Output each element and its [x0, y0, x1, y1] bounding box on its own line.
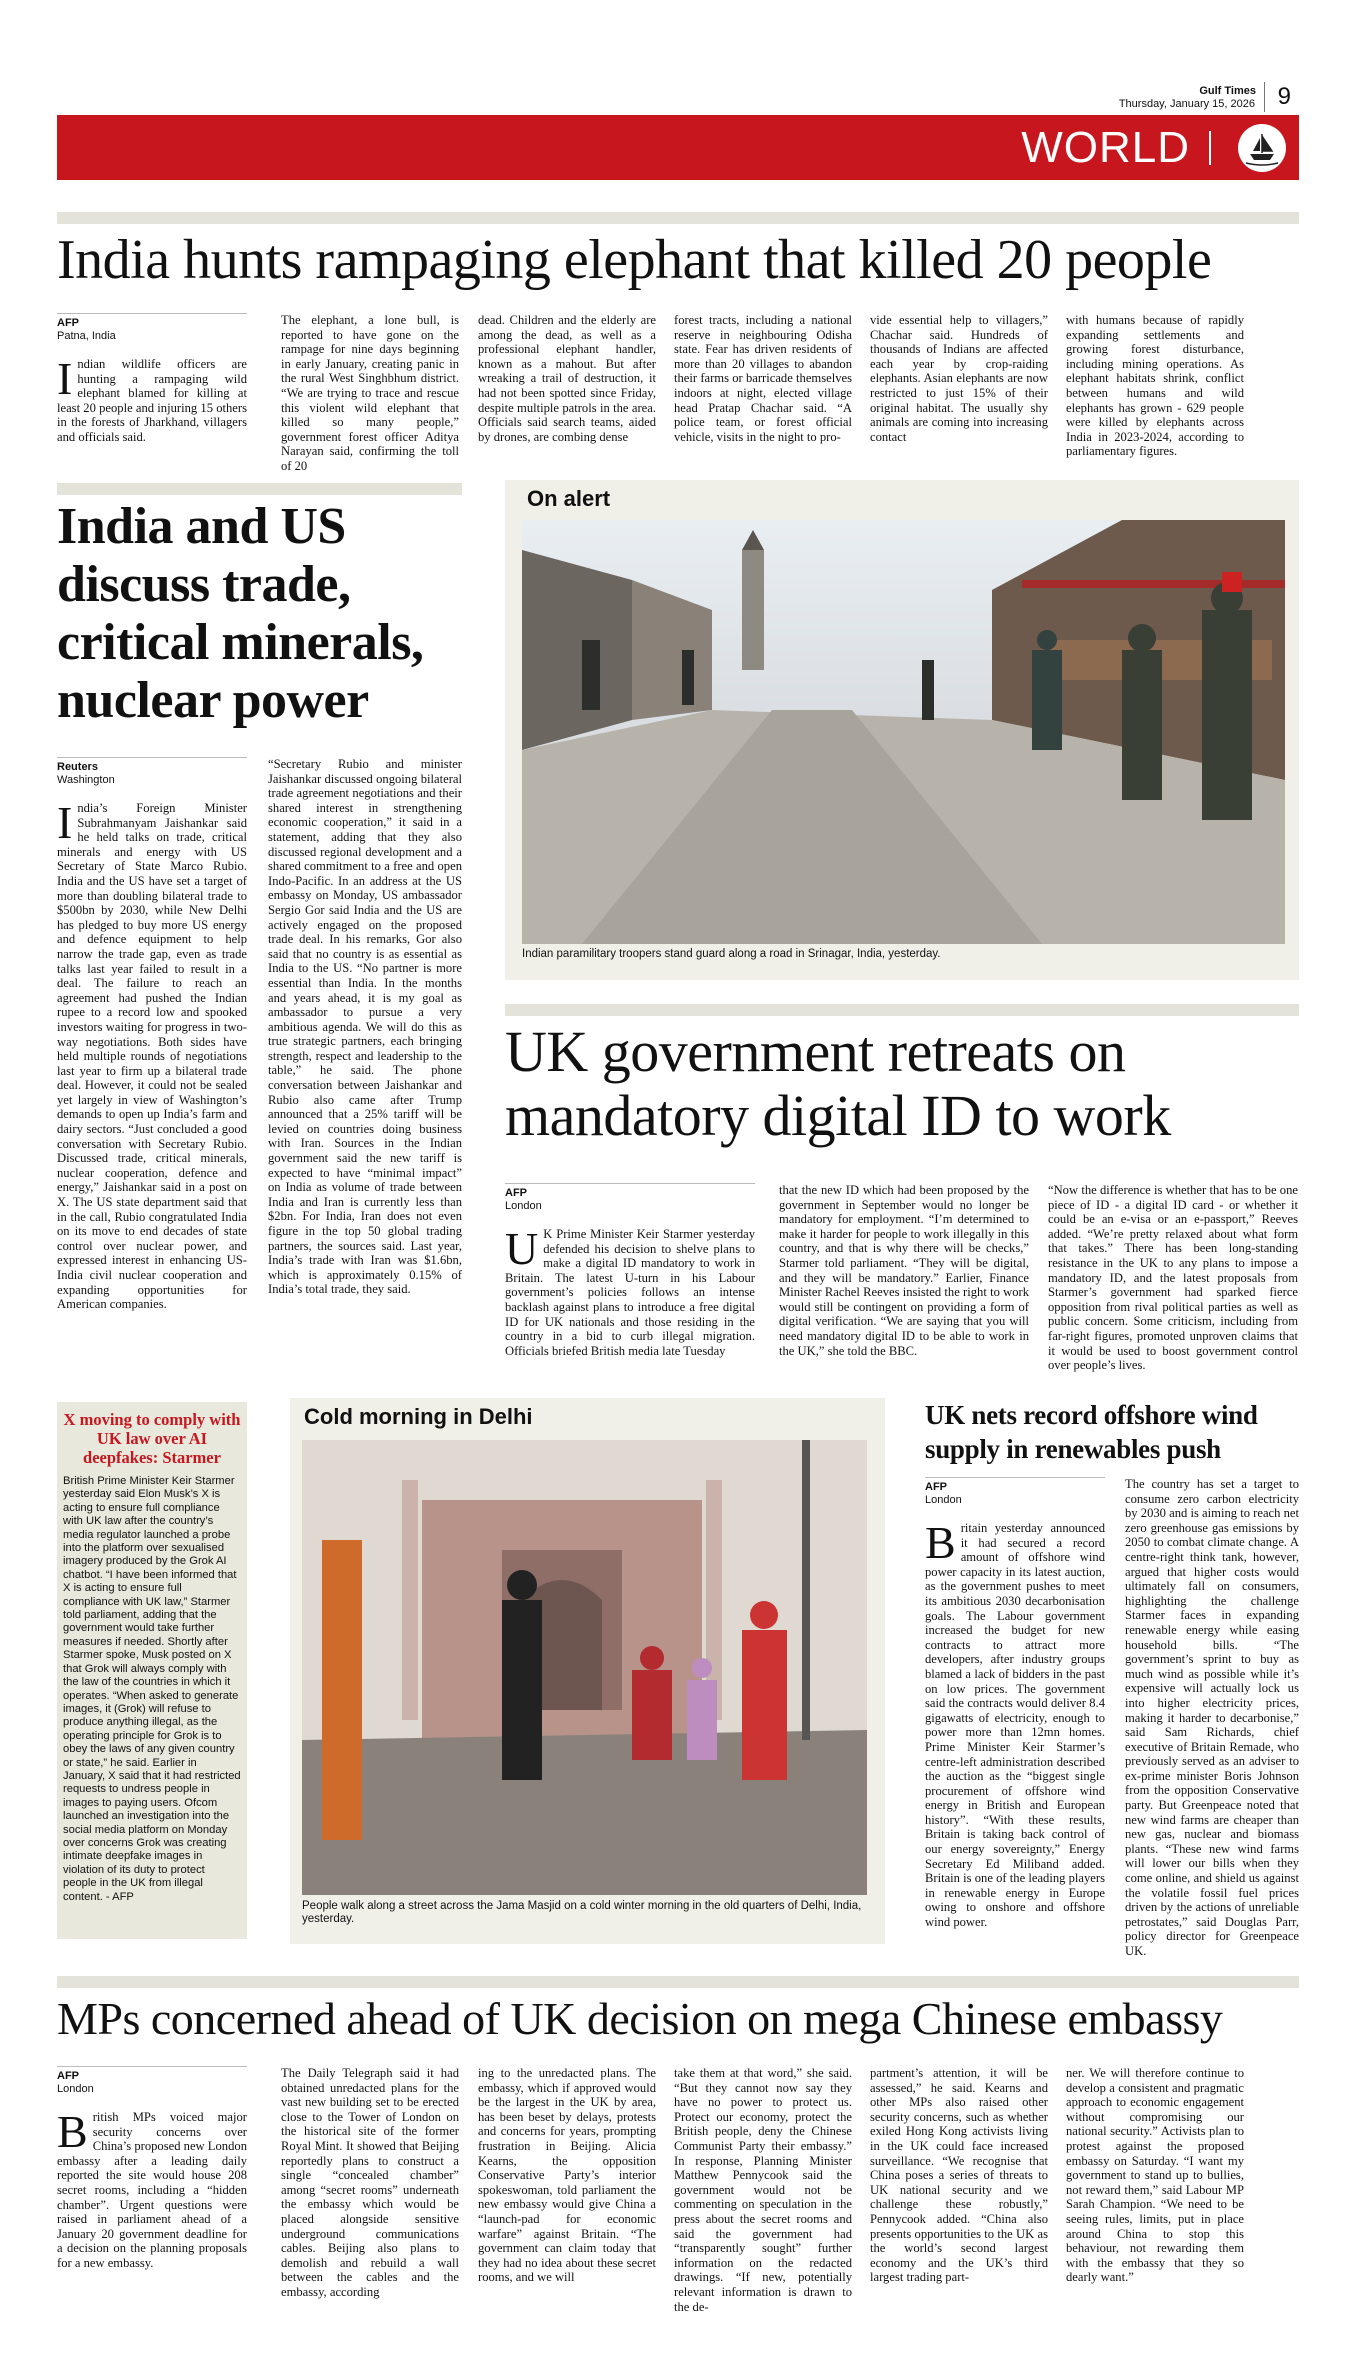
byline — [57, 2066, 247, 2096]
embassy-col-4 — [674, 2066, 852, 2314]
photo-caption: Indian paramilitary troopers stand guard along a road in Srinagar, India, yesterday. — [522, 948, 941, 960]
headline-embassy: MPs concerned ahead of UK decision on mega Chinese embassy — [57, 1993, 1223, 2044]
trade-col-1 — [57, 757, 247, 1312]
embassy-col-6 — [1066, 2066, 1244, 2285]
elephant-col-4 — [674, 313, 852, 444]
agency: AFP — [505, 1187, 527, 1199]
wind-text-1: ritain yesterday announced it had secured a record amount of offshore wind power capacity in its latest auction, as the government pushes to meet its ambitious 2030 decarbonisation goals. The Labour government increased the budget for new contracts to attract more developers, after industry groups blamed a lack of bidders in the past on low prices. The government said the contracts would deliver 8.4 gigawatts of electricity, enough to power more than 12mn homes. Prime Minister Keir Starmer’s centre-left administration described the auction as the “biggest single procurement of offshore wind energy in British and European history”. “With these results, Britain is taking back control of our energy sovereignty,” Energy Secretary Ed Miliband added. Britain is one of the leading players in renewable energy in Europe owing to onshore and offshore wind power. — [925, 1521, 1105, 1930]
section-title: WORLD — [1021, 123, 1190, 172]
elephant-text-4: forest tracts, including a national reserve in neighbouring Odisha state. Fear has driven residents of more than 20 villages to abandon their farms or barricade themselves indoors at night, elected village head Pratap Chachar said. “A police team, or forest official vehicle, visits in the night to pro- — [674, 313, 852, 444]
agency: AFP — [57, 2070, 79, 2082]
elephant-text-5: vide essential help to villagers,” Chachar said. Hundreds of thousands of Indians are affected each year by crop-raiding elephants. Asian elephants are now restricted to just 15% of their original habitat. The usually shy animals are coming into increasing contact — [870, 313, 1048, 444]
embassy-col-5 — [870, 2066, 1048, 2285]
elephant-text-2: The elephant, a lone bull, is reported to have gone on the rampage for nine days beginning in early January, creating panic in the rural West Singhbhum district. “We are trying to trace and rescue this violent wild elephant that killed so many people,” government forest officer Aditya Narayan said, confirming the toll of 20 — [281, 313, 459, 473]
headline-digitalid: UK government retreats on mandatory digital ID to work — [505, 1019, 1171, 1148]
dateline: London — [505, 1200, 542, 1212]
elephant-text-3: dead. Children and the elderly are among the dead, as well as a professional elephant handler, known as a mahout. But after wreaking a trail of destruction, it had not been spotted since Friday, despite multiple patrols in the area. Officials said search teams, aided by drones, are combing dense — [478, 313, 656, 444]
headline-wind: UK nets record offshore wind supply in renewables push — [925, 1400, 1258, 1464]
digitalid-col-2 — [779, 1183, 1029, 1358]
agency: Reuters — [57, 761, 98, 773]
section-rule — [57, 212, 1299, 224]
dateline: London — [925, 1494, 962, 1506]
elephant-text-1: ndian wildlife officers are hunting a rampaging wild elephant blamed for killing at least 20 people and injuring 15 others in the forests of Jharkhand, villagers and officials said. — [57, 357, 247, 444]
section-rule — [57, 1976, 1299, 1988]
sidebar-headline: X moving to comply with UK law over AI deepfakes: Starmer — [63, 1410, 241, 1467]
embassy-col-2 — [281, 2066, 459, 2300]
agency: AFP — [57, 317, 79, 329]
digitalid-col-1 — [505, 1183, 755, 1358]
byline — [505, 1183, 755, 1213]
section-banner — [57, 115, 1299, 180]
embassy-text-3: ing to the unredacted plans. The embassy, which if approved would be the largest in the UK by area, has been beset by delays, protests and concerns for years, prompting frustration in Beijing. Alicia Kearns, the opposition Conservative Party’s interior spokeswoman, told parliament the new embassy would give China a “launch-pad for economic warfare” against Britain. “The government can claim today that they had no idea about these secret rooms, and we will — [478, 2066, 656, 2285]
byline — [57, 313, 247, 343]
ship-logo-icon — [1238, 124, 1286, 172]
srinagar-photo — [522, 520, 1285, 944]
issue-date: Thursday, January 15, 2026 — [1118, 98, 1255, 110]
dateline: Patna, India — [57, 330, 116, 342]
embassy-col-1 — [57, 2066, 247, 2271]
wind-col-2 — [1125, 1477, 1299, 1959]
elephant-col-6 — [1066, 313, 1244, 459]
dropcap: B — [925, 1517, 956, 1568]
photo-title: Cold morning in Delhi — [304, 1404, 533, 1429]
wind-text-2: The country has set a target to consume zero carbon electricity by 2030 and is aiming to reach net zero greenhouse gas emissions by 2050 to combat climate change. A centre-right think tank, however, argued that higher costs would ultimately fall on consumers, highlighting the challenge Starmer faces in expanding renewable energy while easing household bills. “The government’s sprint to buy as much wind as possible while it’s expensive will actually lock us into higher electricity prices, making it harder to decarbonise,” said Sam Richards, chief executive of Britain Remade, who previously served as an adviser to ex-prime minister Boris Johnson from the opposition Conservative party. But Greenpeace noted that new wind farms are cheaper than new gas, nuclear and biomass plants. “These new wind farms will lower our bills when they come online, and shield us against the volatile fossil fuel prices driven by the actions of unreliable petrostates,” said Douglas Parr, policy director for Greenpeace UK. — [1125, 1477, 1299, 1958]
masthead — [0, 0, 1351, 115]
dropcap: U — [505, 1223, 539, 1274]
dateline: Washington — [57, 774, 115, 786]
agency: AFP — [925, 1481, 947, 1493]
digitalid-text-2: that the new ID which had been proposed by the government in September would no longer be mandatory for employment. “I’m determined to make it harder for people to work illegally in this country, and that is why there will be checks,” Starmer told parliament. “They will be digital, and they will be mandatory.” Earlier, Finance Minister Rachel Reeves insisted the right to work would still be contingent on providing a form of digital verification. “We are saying that you will need mandatory digital ID to be able to work in the UK,” she told the BBC. — [779, 1183, 1029, 1358]
elephant-text-6: with humans because of rapidly expanding settlements and growing forest disturbance, including mining operations. As elephant habitats shrink, conflict between humans and wild elephants has grown - 629 people were killed by elephants across India in 2023-2024, according to parliamentary figures. — [1066, 313, 1244, 459]
dropcap: I — [57, 353, 73, 404]
divider — [1264, 82, 1265, 112]
byline — [925, 1477, 1105, 1507]
trade-text-1: ndia’s Foreign Minister Subrahmanyam Jaishankar said he held talks on trade, critical minerals and energy with US Secretary of State Marco Rubio. India and the US have set a target of more than doubling bilateral trade to $500bn by 2030, while New Delhi has pledged to buy more US energy and defence equipment to help narrow the trade gap, even as trade talks last year failed to result in a deal. The failure to reach an agreement had pushed the Indian rupee to a record low and spooked investors waiting for progress in two-way negotiations. Both sides have held multiple rounds of negotiations last year to firm up a bilateral trade deal. However, it could not be sealed yet largely in view of Washington’s demands to open up India’s farm and dairy sectors. “Just concluded a good conversation with Secretary Rubio. Discussed trade, critical minerals, nuclear cooperation, defence and energy,” Jaishankar said in a post on X. The US state department said that in the call, Rubio congratulated India on its move to end decades of state control over nuclear power, and expressed interest in enhancing US-India civil nuclear cooperation and expanding opportunities for American companies. — [57, 801, 247, 1312]
elephant-col-1 — [57, 313, 247, 445]
divider — [1209, 131, 1211, 165]
digitalid-col-3 — [1048, 1183, 1298, 1373]
photo-title: On alert — [527, 486, 611, 511]
embassy-text-1: ritish MPs voiced major security concerns over China’s proposed new London embassy after a leading daily reported the site would house 208 secret rooms, including a “hidden chamber”. Urgent questions were raised in parliament ahead of a January 20 government deadline for a decision on the planning proposals for a new embassy. — [57, 2110, 247, 2270]
elephant-col-3 — [478, 313, 656, 444]
section-rule — [505, 1004, 1299, 1016]
paper-name: Gulf Times — [1199, 85, 1256, 97]
elephant-col-2 — [281, 313, 459, 474]
sidebar-xai — [57, 1402, 247, 1939]
embassy-text-4: take them at that word,” she said. “But they cannot now say they have no power to protect us. Protect our economy, protect the British people, deny the Chinese Communist Party their embassy.” In response, Planning Minister Matthew Pennycook said the government would not be commenting on speculation in the press about the secret rooms and said the government had “transparently sought” further information on the redacted drawings. “If new, potentially relevant information is drawn to the de- — [674, 2066, 852, 2314]
embassy-text-2: The Daily Telegraph said it had obtained unredacted plans for the vast new building set to be erected close to the Tower of London on the historical site of the former Royal Mint. It showed that Beijing reportedly plans to construct a single “concealed chamber” among “secret rooms” underneath the embassy which would be placed alongside sensitive underground communications cables. Beijing also plans to demolish and rebuild a wall between the cables and the embassy, according — [281, 2066, 459, 2299]
embassy-col-3 — [478, 2066, 656, 2285]
photo-box-alert — [505, 480, 1299, 980]
trade-text-2: “Secretary Rubio and minister Jaishankar discussed ongoing bilateral trade agreement negotiations and their shared interest in strengthening economic cooperation,” it said in a statement, adding that they also discussed regional development and a shared commitment to a free and open Indo-Pacific. In an address at the US embassy on Monday, US ambassador Sergio Gor said India and the US are actively engaged on the proposed trade deal. In his remarks, Gor also said that no country is as essential as India to the US. “No partner is more essential than India. In the months and years ahead, it is my goal as ambassador to pursue a very ambitious agenda. We will do this as true strategic partners, each bringing strength, respect and leadership to the table,” he said. The phone conversation between Jaishankar and Rubio also came after Trump announced that a 25% tariff will be levied on countries doing business with Iran. Sources in the Indian government said the new tariff is expected to have “minimal impact” on India as volume of trade between India and Iran is currently less than $2bn. For India, Iran does not even figure in the top 50 global trading partners, the sources said. Last year, India’s trade with Iran was $1.6bn, which is approximately 0.15% of India’s total trade, they said. — [268, 757, 462, 1297]
embassy-text-6: ner. We will therefore continue to develop a consistent and pragmatic approach to economic engagement without compromising our national security.” Activists plan to protest against the proposed embassy on Saturday. “I want my government to stand up to bullies, not reward them,” said Labour MP Sarah Champion. “We need to be seeing rules, limits, put in place around China to stop this behaviour, not rewarding them with the embassy that they so dearly want.” — [1066, 2066, 1244, 2285]
trade-col-2 — [268, 757, 462, 1297]
digitalid-text-1: K Prime Minister Keir Starmer yesterday defended his decision to shelve plans to make a digital ID mandatory to work in Britain. The latest U-turn in his Labour government’s policies follows an intense backlash against plans to introduce a free digital ID for UK nationals and those residing in the country in a bid to curb illegal migration. Officials briefed British media late Tuesday — [505, 1227, 755, 1358]
elephant-col-5 — [870, 313, 1048, 444]
photo-box-delhi — [290, 1398, 885, 1944]
dateline: London — [57, 2083, 94, 2095]
byline — [57, 757, 247, 787]
page-number: 9 — [1277, 83, 1291, 110]
headline-elephant: India hunts rampaging elephant that killed 20 people — [57, 229, 1212, 291]
sidebar-body: British Prime Minister Keir Starmer yesterday said Elon Musk’s X is acting to ensure full compliance with UK law after the country’s media regulator launched a probe into the platform over sexualised imagery produced by the Grok AI chatbot. “I have been informed that X is acting to ensure full compliance with UK law,” Starmer told parliament, adding that the government would take further measures if needed. Shortly after Starmer spoke, Musk posted on X that Grok will always comply with the law of the countries in which it operates. “When asked to generate images, it (Grok) will refuse to produce anything illegal, as the operating principle for Grok is to obey the laws of any given country or state,” he said. Earlier in January, X said that it had restricted requests to undress people in images to paying users. Ofcom launched an investigation into the social media platform on Monday over concerns Grok was creating intimate deepfake images in violation of its duty to protect people in the UK from illegal content. - AFP — [63, 1475, 241, 1903]
dropcap: I — [57, 797, 73, 848]
wind-col-1 — [925, 1477, 1105, 1930]
headline-trade: India and US discuss trade, critical minerals, nuclear power — [57, 498, 424, 729]
section-rule — [57, 483, 462, 495]
digitalid-text-3: “Now the difference is whether that has to be one piece of ID - a digital ID card - or whether it could be an e-visa or an e-passport,” Reeves added. “We’re pretty relaxed about what form that takes.” There has been long-standing resistance in the UK to any plans to impose a mandatory ID, and the latest proposals from Starmer’s government had sparked fierce opposition from rival political parties as well as public concern. Some criticism, including from far-right figures, promoted unproven claims that it would be used to boost government control over people’s lives. — [1048, 1183, 1298, 1373]
embassy-text-5: partment’s attention, it will be assessed,” he said. Kearns and other MPs also raised other security concerns, such as whether exiled Hong Kong activists living in the UK could face increased surveillance. “We recognise that China poses a series of threats to UK national security and we challenge these robustly,” Pennycook added. “China also presents opportunities to the UK as the world’s second largest economy and the UK’s third largest trading part- — [870, 2066, 1048, 2285]
photo-caption: People walk along a street across the Jama Masjid on a cold winter morning in the old quarters of Delhi, India, yesterday. — [302, 1900, 862, 1925]
delhi-photo — [302, 1440, 867, 1895]
dropcap: B — [57, 2106, 88, 2157]
